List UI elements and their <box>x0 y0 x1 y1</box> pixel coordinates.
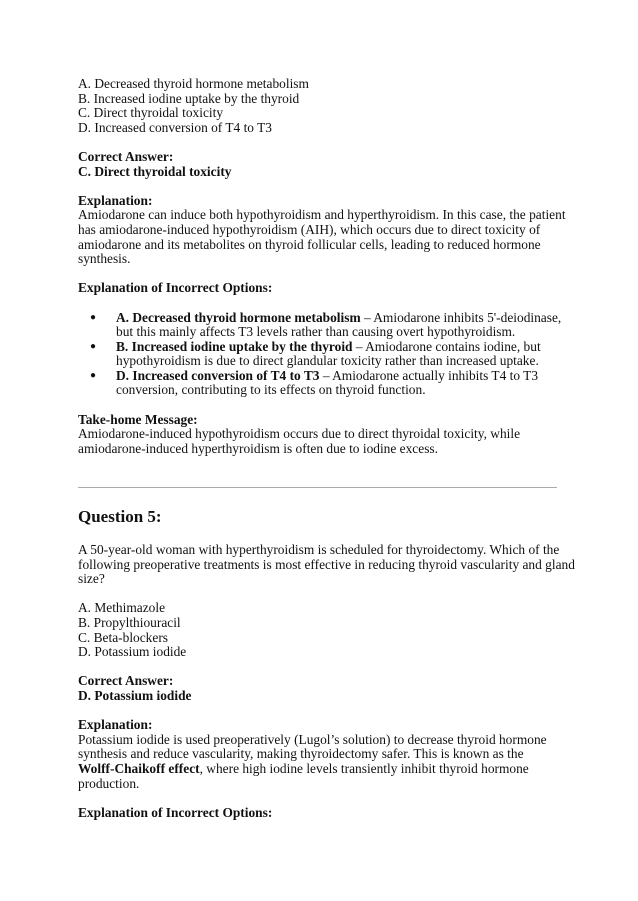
option-a: A. Decreased thyroid hormone metabolism <box>78 76 309 91</box>
take-home-line: Amiodarone-induced hypothyroidism occurs due to direct thyroidal toxicity, while <box>78 426 521 442</box>
option-c: C. Direct thyroidal toxicity <box>78 105 224 121</box>
explanation-text <box>78 207 566 267</box>
question-heading: Question 5: <box>78 507 162 526</box>
incorrect-options-list <box>78 309 562 399</box>
take-home-label: Take-home Message: <box>78 411 198 427</box>
take-home-line: amiodarone-induced hyperthyroidism is often due to iodine excess. <box>78 440 438 456</box>
explanation-line: Amiodarone can induce both hypothyroidism and hyperthyroidism. In this case, the patient <box>78 207 566 223</box>
bullet-icon: ● <box>90 340 97 352</box>
list-item <box>78 369 558 398</box>
bullet-icon: ● <box>90 369 97 381</box>
explanation-label: Explanation: <box>78 192 153 208</box>
incorrect-option-title: D. Increased conversion of T4 to T3 <box>116 367 320 383</box>
incorrect-options-label: Explanation of Incorrect Options: <box>78 804 273 820</box>
stem-line: size? <box>78 571 105 587</box>
question-4-section <box>78 76 566 456</box>
list-item <box>78 340 558 369</box>
explanation-label: Explanation: <box>78 717 153 733</box>
correct-answer-value: D. Potassium iodide <box>78 687 192 703</box>
question-stem <box>78 542 575 587</box>
explanation-line: has amiodarone-induced hypothyroidism (AIH), which occurs due to direct toxicity of <box>78 221 541 237</box>
option-b: B. Increased iodine uptake by the thyroid <box>78 90 300 106</box>
incorrect-option-text: conversion, contributing to its effects on thyroid function. <box>116 382 426 398</box>
explanation-line: synthesis. <box>78 251 131 267</box>
wolff-chaikoff-term: Wolff-Chaikoff effect <box>78 760 200 776</box>
incorrect-option-text: hypothyroidism is due to direct glandular toxicity rather than increased uptake. <box>116 353 539 369</box>
answer-options-list <box>78 601 558 659</box>
incorrect-option-title: B. Increased iodine uptake by the thyroid <box>116 338 353 354</box>
answer-options-list <box>78 77 558 135</box>
incorrect-options-label: Explanation of Incorrect Options: <box>78 280 273 296</box>
stem-line: A 50-year-old woman with hyperthyroidism is scheduled for thyroidectomy. Which of the <box>78 542 560 557</box>
incorrect-option-title: A. Decreased thyroid hormone metabolism <box>116 309 361 325</box>
explanation-line: production. <box>78 775 140 791</box>
option-d: D. Increased conversion of T4 to T3 <box>78 119 272 135</box>
explanation-line: amiodarone and its metabolites on thyroid follicular cells, leading to reduced hormone <box>78 236 541 252</box>
correct-answer-label: Correct Answer: <box>78 673 174 689</box>
option-a: A. Methimazole <box>78 600 166 616</box>
explanation-text <box>78 733 558 791</box>
option-d: D. Potassium iodide <box>78 644 187 660</box>
option-c: C. Beta-blockers <box>78 629 168 645</box>
incorrect-option-text: – Amiodarone contains iodine, but <box>352 338 541 354</box>
stem-line: following preoperative treatments is most effective in reducing thyroid vascularity and gland <box>78 556 575 572</box>
question-5-section <box>78 507 575 820</box>
section-divider <box>78 487 557 488</box>
explanation-line: Potassium iodide is used preoperatively (Lugol’s solution) to decrease thyroid hormone <box>78 731 547 747</box>
correct-answer-label: Correct Answer: <box>78 148 174 164</box>
correct-answer-value: C. Direct thyroidal toxicity <box>78 163 232 179</box>
explanation-line: , where high iodine levels transiently inhibit thyroid hormone <box>199 760 529 776</box>
list-item <box>78 309 562 340</box>
bullet-icon: ● <box>90 311 97 323</box>
incorrect-option-text: – Amiodarone inhibits 5'-deiodinase, <box>360 309 562 325</box>
option-b: B. Propylthiouracil <box>78 614 181 630</box>
incorrect-option-text: but this mainly affects T3 levels rather than causing overt hypothyroidism. <box>116 324 516 340</box>
incorrect-option-text: – Amiodarone actually inhibits T4 to T3 <box>319 367 539 383</box>
explanation-line: synthesis and reduce vascularity, making thyroidectomy safer. This is known as the <box>78 746 524 762</box>
